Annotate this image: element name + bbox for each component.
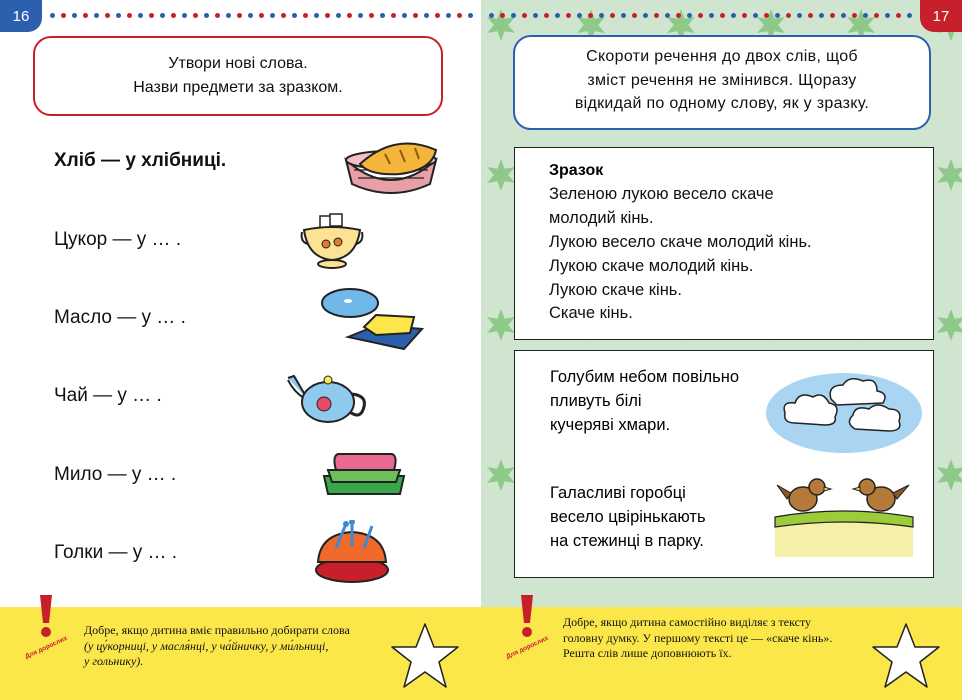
parent-note-left <box>0 607 481 700</box>
sample-line: Скаче кінь. <box>549 304 633 322</box>
note-line: Решта слів лише доповнюють їх. <box>563 646 732 660</box>
border-dot <box>654 13 659 18</box>
border-dot <box>643 13 648 18</box>
border-dot <box>599 13 604 18</box>
sparrows-icon <box>773 477 915 559</box>
border-dot <box>742 13 747 18</box>
border-dot <box>797 13 802 18</box>
border-dot <box>50 13 55 18</box>
sentence-line: кучеряві хмари. <box>550 416 671 434</box>
border-dot <box>588 13 593 18</box>
example-row: Хліб — у хлібниці. <box>54 150 227 171</box>
border-dot <box>731 13 736 18</box>
sentence-line: Галасливі горобці <box>550 484 686 502</box>
border-dot <box>874 13 879 18</box>
border-dot <box>544 13 549 18</box>
border-dot <box>116 13 121 18</box>
border-dot <box>380 13 385 18</box>
border-dot <box>237 13 242 18</box>
border-dot <box>819 13 824 18</box>
exercise-box <box>514 350 934 578</box>
border-dot <box>325 13 330 18</box>
border-dot <box>336 13 341 18</box>
border-dot <box>402 13 407 18</box>
border-dot <box>687 13 692 18</box>
soap-dish-icon <box>320 448 408 500</box>
border-dot <box>709 13 714 18</box>
border-dot <box>577 13 582 18</box>
border-dot <box>632 13 637 18</box>
background-star <box>937 459 962 491</box>
exercise-row: Голки — у … . <box>54 542 178 563</box>
border-dot <box>413 13 418 18</box>
sample-line: Лукою весело скаче молодий кінь. <box>549 233 812 251</box>
border-dot <box>786 13 791 18</box>
background-star <box>487 309 515 341</box>
border-dot <box>500 13 505 18</box>
sugar-bowl-icon <box>296 212 368 270</box>
border-dot <box>281 13 286 18</box>
task-line: зміст речення не змінився. Щоразу <box>587 71 857 89</box>
page-number-left: 16 <box>0 0 42 32</box>
border-dot <box>424 13 429 18</box>
sentence-line: весело цвірінькають <box>550 508 706 526</box>
border-dot <box>698 13 703 18</box>
pincushion-icon <box>312 520 392 586</box>
border-dot <box>852 13 857 18</box>
note-line: Добре, якщо дитина самостійно виділяє з тексту <box>563 615 812 629</box>
border-dot <box>160 13 165 18</box>
border-dot <box>204 13 209 18</box>
note-label-badge <box>503 635 553 665</box>
background-star <box>487 459 515 491</box>
border-dot <box>182 13 187 18</box>
border-dot <box>193 13 198 18</box>
note-line: головну думку. У першому тексті це — «скаче кінь». <box>563 630 833 645</box>
task-line: Утвори нові слова. <box>168 55 308 72</box>
border-dot <box>226 13 231 18</box>
border-dot <box>665 13 670 18</box>
border-dot <box>566 13 571 18</box>
border-dot <box>358 13 363 18</box>
exercise-row: Цукор — у … . <box>54 229 182 250</box>
border-dot <box>303 13 308 18</box>
border-dot <box>555 13 560 18</box>
border-dot <box>511 13 516 18</box>
border-dot <box>435 13 440 18</box>
border-dot <box>292 13 297 18</box>
border-dot <box>753 13 758 18</box>
task-line: Скороти речення до двох слів, щоб <box>586 48 858 65</box>
page-number-right: 17 <box>920 0 962 32</box>
clouds-icon <box>765 365 923 455</box>
sample-box <box>514 147 934 340</box>
note-line: (у цу́корниці, у масля́нці, у ча́йничку, у ми́льниці, <box>84 638 329 653</box>
border-dot <box>841 13 846 18</box>
note-line: у гольнику). <box>84 654 144 668</box>
sample-line: Лукою скаче молодий кінь. <box>549 257 754 275</box>
border-dot <box>885 13 890 18</box>
star-decoration-icon <box>871 621 941 691</box>
exercise-row: Чай — у … . <box>54 385 162 406</box>
dotted-border-right <box>489 13 912 19</box>
note-line: Добре, якщо дитина вміє правильно добирати слова <box>84 623 350 637</box>
dotted-border-left <box>50 13 473 19</box>
border-dot <box>621 13 626 18</box>
border-dot <box>446 13 451 18</box>
border-dot <box>533 13 538 18</box>
border-dot <box>138 13 143 18</box>
task-line: Назви предмети за зразком. <box>133 79 343 96</box>
border-dot <box>369 13 374 18</box>
exercise-row: Масло — у … . <box>54 307 186 328</box>
task-box-right <box>513 35 931 130</box>
border-dot <box>775 13 780 18</box>
task-line: відкидай по одному слову, як у зразку. <box>574 95 870 112</box>
svg-text:Для дорослих: Для дорослих <box>505 635 550 661</box>
exercise-row: Мило — у … . <box>54 464 177 485</box>
border-dot <box>764 13 769 18</box>
border-dot <box>896 13 901 18</box>
border-dot <box>720 13 725 18</box>
background-star <box>937 309 962 341</box>
border-dot <box>94 13 99 18</box>
star-decoration-icon <box>390 621 460 691</box>
border-dot <box>808 13 813 18</box>
border-dot <box>215 13 220 18</box>
border-dot <box>907 13 912 18</box>
border-dot <box>61 13 66 18</box>
sentence-line: пливуть білі <box>550 392 642 410</box>
svg-text:Для дорослих: Для дорослих <box>24 635 69 661</box>
teapot-icon <box>284 372 374 424</box>
parent-note-right <box>481 607 962 700</box>
border-dot <box>72 13 77 18</box>
border-dot <box>171 13 176 18</box>
border-dot <box>676 13 681 18</box>
sample-line: Зеленою лукою весело скаче <box>549 185 774 203</box>
background-star <box>937 159 962 191</box>
border-dot <box>248 13 253 18</box>
border-dot <box>522 13 527 18</box>
task-box-left <box>33 36 443 116</box>
right-page <box>481 0 962 700</box>
border-dot <box>489 13 494 18</box>
background-star <box>487 159 515 191</box>
sentence-line: Голубим небом повільно <box>550 368 740 386</box>
note-label-badge <box>22 635 72 665</box>
sentence-line: на стежинці в парку. <box>550 532 704 550</box>
border-dot <box>259 13 264 18</box>
sample-line: Лукою скаче кінь. <box>549 281 682 299</box>
border-dot <box>83 13 88 18</box>
border-dot <box>830 13 835 18</box>
bread-basket-icon <box>340 140 442 198</box>
border-dot <box>391 13 396 18</box>
border-dot <box>270 13 275 18</box>
border-dot <box>314 13 319 18</box>
border-dot <box>149 13 154 18</box>
border-dot <box>863 13 868 18</box>
butter-dish-icon <box>318 285 430 357</box>
border-dot <box>347 13 352 18</box>
border-dot <box>105 13 110 18</box>
sample-title: Зразок <box>549 162 604 179</box>
sample-line: молодий кінь. <box>549 209 654 227</box>
border-dot <box>457 13 462 18</box>
border-dot <box>127 13 132 18</box>
border-dot <box>610 13 615 18</box>
border-dot <box>468 13 473 18</box>
